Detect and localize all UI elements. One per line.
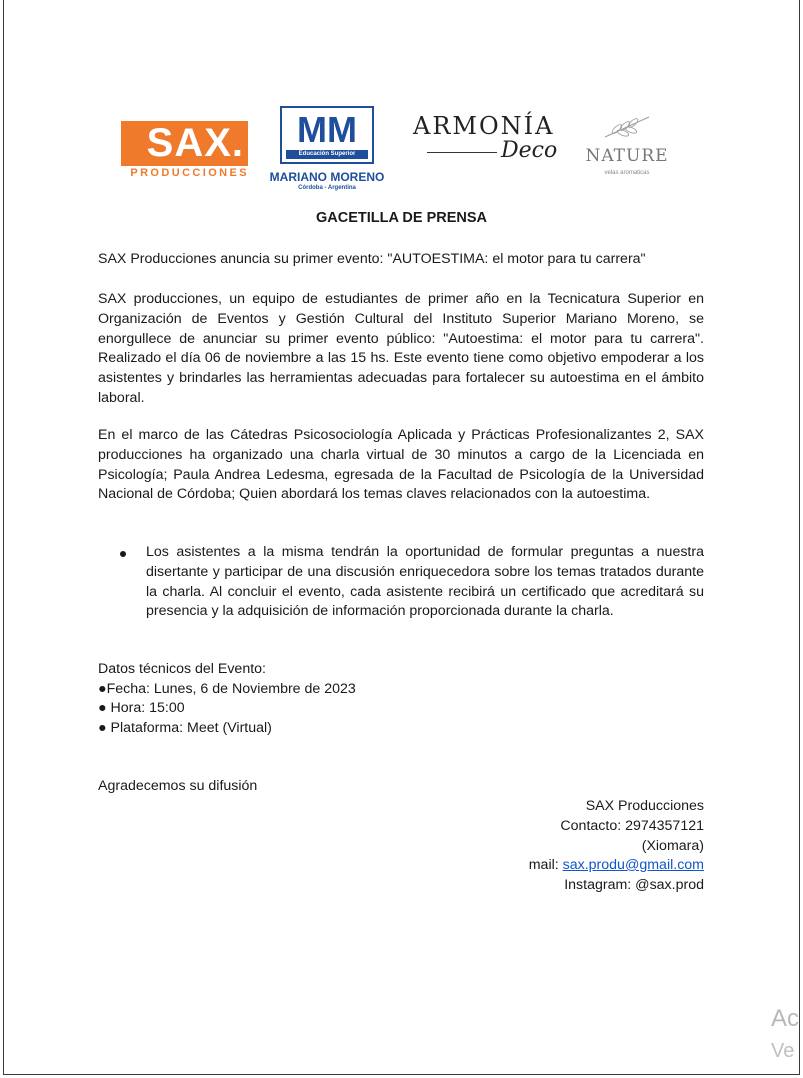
nature-logo [583,113,671,185]
tech-time: ● Hora: 15:00 [98,700,185,716]
contact-phone: Contacto: 2974357121 [560,818,704,834]
armonia-script: Deco [501,138,558,163]
tech-platform: ● Plataforma: Meet (Virtual) [98,720,272,736]
nature-title: NATURE [585,146,669,166]
tech-heading: Datos técnicos del Evento: [98,661,266,677]
contact-mail [529,856,704,876]
nature-sub: velas aromaticas [604,170,650,176]
intro-line: SAX Producciones anuncia su primer evento: "AUTOESTIMA: el motor para tu carrera" [98,251,646,267]
leaf-icon [597,113,657,141]
paragraph-1: SAX producciones, un equipo de estudiantes de primer año en la Tecnicatura Superior en Organización de Eventos y Gestión Cultural del Instituto Superior Mariano Moreno, se enorgullece de anunciar su primer evento público: "Autoestima: el motor para tu carrera". Realizado el día 06 de noviembre a las 15 hs. Este evento tiene como objetivo empoderar a los asistentes y brindarles las herramientas adecuadas para fortalecer su autoestima en el ámbito laboral. [98,291,704,406]
paragraph-2: En el marco de las Cátedras Psicosociología Aplicada y Prácticas Profesionalizantes 2, SAX producciones ha organizado una charla virtual de 30 minutos a cargo de la Licenciada en Psicología; Paula Andrea Ledesma, egresada de la Facultad de Psicología de la Universidad Nacional de Córdoba; Quien abordará los temas claves relacionados con la autoestima. [98,427,704,503]
document-title: GACETILLA DE PRENSA [315,210,488,226]
thanks-line: Agradecemos su difusión [98,778,258,794]
bullet-text: Los asistentes a la misma tendrán la oportunidad de formular preguntas a nuestra disertante y participar de una discusión enriquecedora sobre los temas tratados durante la charla. Al concluir el evento, cada asistente recibirá un certificado que acreditará su presencia y la adquisición de información proporcionada durante la charla. [146,544,704,620]
bullet-item [120,543,704,622]
mm-emblem [280,106,374,164]
mm-name: MARIANO MORENO [269,170,385,184]
armonia-divider [427,152,497,153]
mm-city: Córdoba - Argentina [298,185,356,191]
mariano-moreno-logo [262,106,392,198]
contact-org: SAX Producciones [585,798,704,814]
tech-date: ●Fecha: Lunes, 6 de Noviembre de 2023 [98,681,356,697]
bullet-icon [120,551,126,557]
mm-sub: Educación Superior [286,150,368,159]
sax-logo-main: SAX. [121,121,248,166]
activation-watermark: Ac [771,1005,800,1032]
sax-logo [121,121,249,183]
mail-link[interactable]: sax.produ@gmail.com [562,857,704,873]
armonia-title: ARMONÍA [413,112,555,140]
activation-watermark-sub: Ve [771,1040,795,1062]
mail-label: mail: [528,857,563,873]
armonia-deco-logo [413,112,558,182]
contact-instagram: Instagram: @sax.prod [564,877,704,893]
sax-logo-sub: PRODUCCIONES [130,167,249,179]
mm-letters: MM [297,109,357,150]
contact-person: (Xiomara) [641,838,704,854]
